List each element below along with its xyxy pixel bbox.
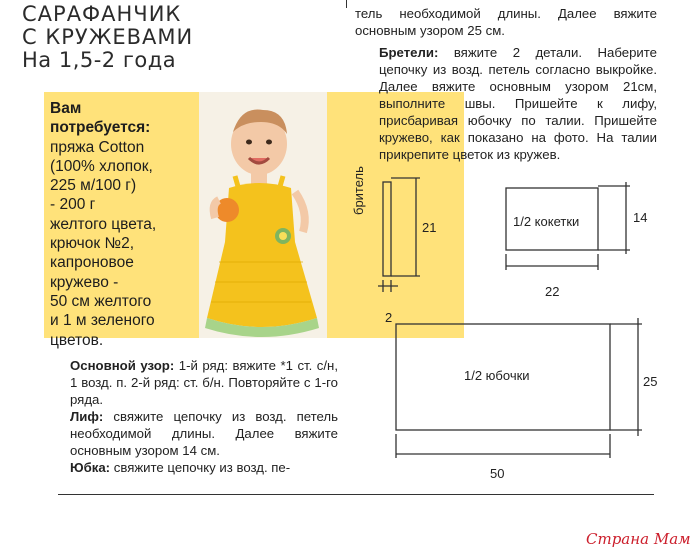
skirt-text: свяжите цепочку из возд. пе- [110,460,291,475]
materials-line: желтого цвета, [50,215,157,233]
bodice-text: свяжите цепочку из возд. петель необходимой длины. Далее вяжите основным узором 14 см. [70,409,338,458]
materials-line: - 200 г [50,196,96,214]
strap-height-label: 21 [422,220,437,235]
baby-photo [199,92,327,338]
instructions-left [46,357,338,476]
instructions-right [355,5,657,163]
pattern-diagram [360,168,660,488]
skirt-height-label: 25 [643,374,658,389]
materials-line: 50 см желтого [50,292,152,310]
title-line-1: САРАФАНЧИК [22,2,182,26]
yoke-height-label: 14 [633,210,648,225]
main-pattern-text: 1-й ряд: вяжите *1 ст. с/н, 1 возд. п. 2-й ряд: ст. б/н. Повторяйте с 1-го ряда. [70,358,338,407]
yoke-width-label: 22 [545,284,560,299]
materials-line: капроновое [50,254,134,272]
materials-text [50,99,200,350]
materials-line: и 1 м зеленого [50,312,155,330]
title-age: На 1,5-2 года [22,48,177,72]
skirt-label: Юбка: [70,460,111,475]
materials-heading-2: потребуется: [50,119,151,137]
strap-label: бритель [351,166,366,215]
straps-label: Бретели: [379,45,439,60]
materials-line: кружево - [50,273,119,291]
strap-shape [383,182,391,276]
materials-line: крючок №2, [50,235,135,253]
strap-width-label: 2 [385,310,393,325]
watermark-logo: Страна Мам [586,530,691,548]
skirt-label: 1/2 юбочки [464,368,530,383]
yoke-label: 1/2 кокетки [513,214,580,229]
main-pattern-label: Основной узор: [70,358,175,373]
skirt-continued: тель необходимой длины. Далее вяжите основным узором 25 см. [355,6,657,38]
materials-line: пряжа Cotton [50,138,145,156]
skirt-width-label: 50 [490,466,505,481]
bodice-label: Лиф: [70,409,104,424]
materials-heading-1: Вам [50,100,82,117]
materials-line: (100% хлопок, [50,157,153,175]
bottom-rule [58,494,654,495]
straps-text: вяжите 2 детали. Наберите цепочку из возд. петель согласно выкройке. Далее вяжите основным узором 21см, выполните швы. Пришейте к лифу, присбаривая юбочку по талии. Пришейте кружево, как показано на фото. На талии прикрепите цветок из кружев. [379,45,657,162]
column-divider [346,0,347,8]
article-title [22,3,322,72]
title-line-2: С КРУЖЕВАМИ [22,25,194,49]
materials-line: цветов. [50,331,104,349]
materials-line: 225 м/100 г) [50,177,137,195]
